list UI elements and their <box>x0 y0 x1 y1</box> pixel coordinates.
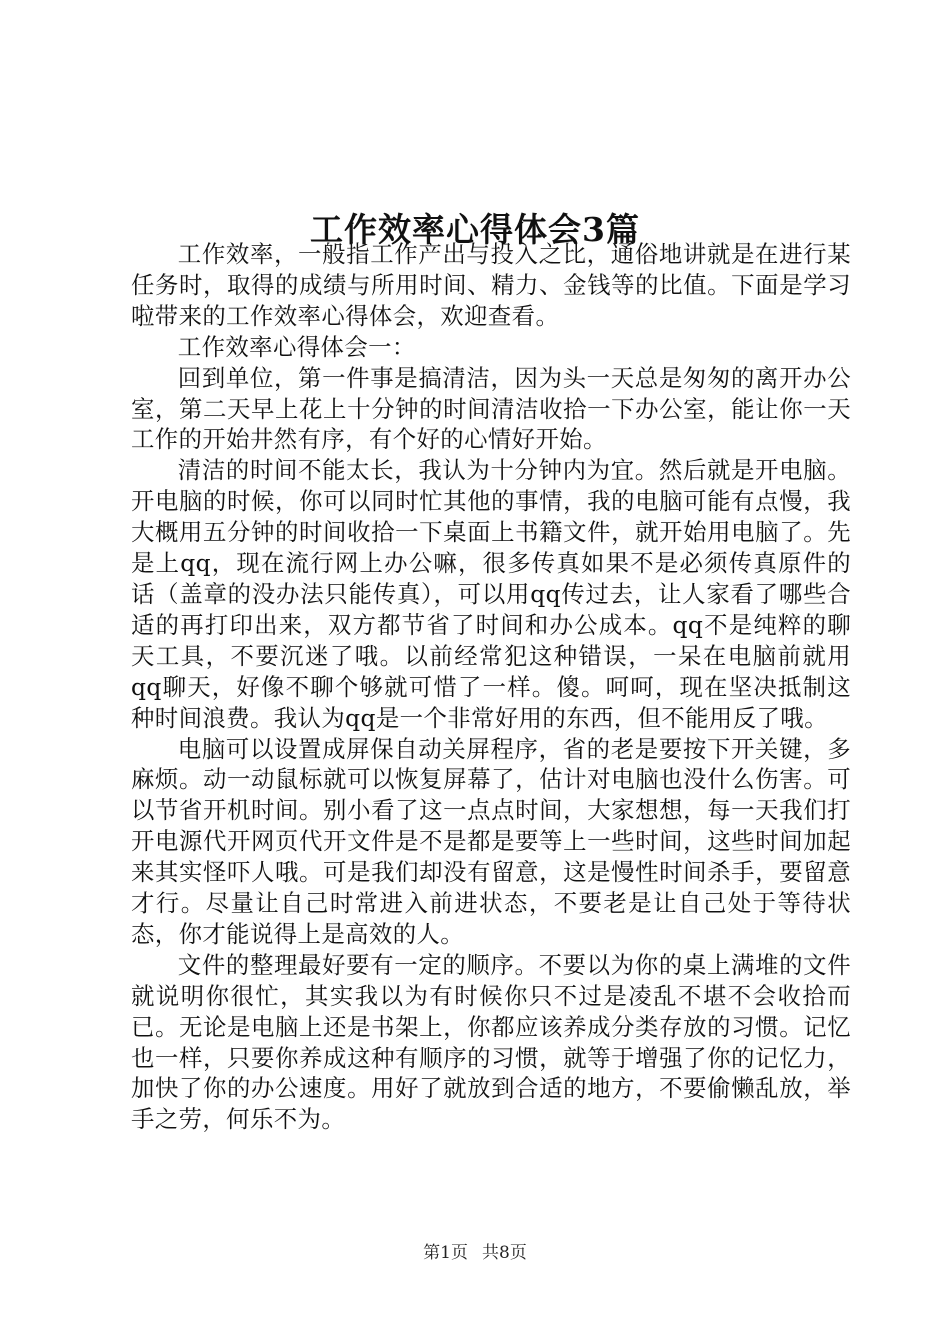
document-body <box>131 239 851 1135</box>
paragraph-intro: 工作效率，一般指工作产出与投入之比，通俗地讲就是在进行某任务时，取得的成绩与所用时间、精力、金钱等的比值。下面是学习啦带来的工作效率心得体会，欢迎查看。 <box>131 240 851 330</box>
paragraph: 文件的整理最好要有一定的顺序。不要以为你的桌上满堆的文件就说明你很忙，其实我以为有时候你只不过是凌乱不堪不会收拾而已。无论是电脑上还是书架上，你都应该养成分类存放的习惯。记忆也一样，只要你养成这种有顺序的习惯，就等于增强了你的记忆力，加快了你的办公速度。用好了就放到合适的地方，不要偷懒乱放，举手之劳，何乐不为。 <box>131 950 851 1134</box>
document-title: 工作效率心得体会3篇 <box>310 210 640 250</box>
paragraph: 电脑可以设置成屏保自动关屏程序，省的老是要按下开关键，多麻烦。动一动鼠标就可以恢复屏幕了，估计对电脑也没什么伤害。可以节省开机时间。别小看了这一点点时间，大家想想，每一天我们打开电源代开网页代开文件是不是都是要等上一些时间，这些时间加起来其实怪吓人哦。可是我们却没有留意，这是慢性时间杀手，要留意才行。尽量让自己时常进入前进状态，不要老是让自己处于等待状态，你才能说得上是高效的人。 <box>131 734 851 948</box>
paragraph: 清洁的时间不能太长，我认为十分钟内为宜。然后就是开电脑。开电脑的时候，你可以同时忙其他的事情，我的电脑可能有点慢，我大概用五分钟的时间收拾一下桌面上书籍文件，就开始用电脑了。先是上qq，现在流行网上办公嘛，很多传真如果不是必须传真原件的话（盖章的没办法只能传真），可以用qq传过去，让人家看了哪些合适的再打印出来，双方都节省了时间和办公成本。qq不是纯粹的聊天工具，不要沉迷了哦。以前经常犯这种错误，一呆在电脑前就用qq聊天，好像不聊个够就可惜了一样。傻。呵呵，现在坚决抵制这种时间浪费。我认为qq是一个非常好用的东西，但不能用反了哦。 <box>131 456 851 732</box>
page-footer <box>0 1241 950 1265</box>
page-count: 共8页 <box>482 1243 527 1263</box>
paragraph: 回到单位，第一件事是搞清洁，因为头一天总是匆匆的离开办公室，第二天早上花上十分钟的时间清洁收拾一下办公室，能让你一天工作的开始井然有序，有个好的心情好开始。 <box>131 363 851 454</box>
section-heading-one: 工作效率心得体会一： <box>177 332 416 361</box>
page-number: 第1页 <box>423 1243 468 1263</box>
